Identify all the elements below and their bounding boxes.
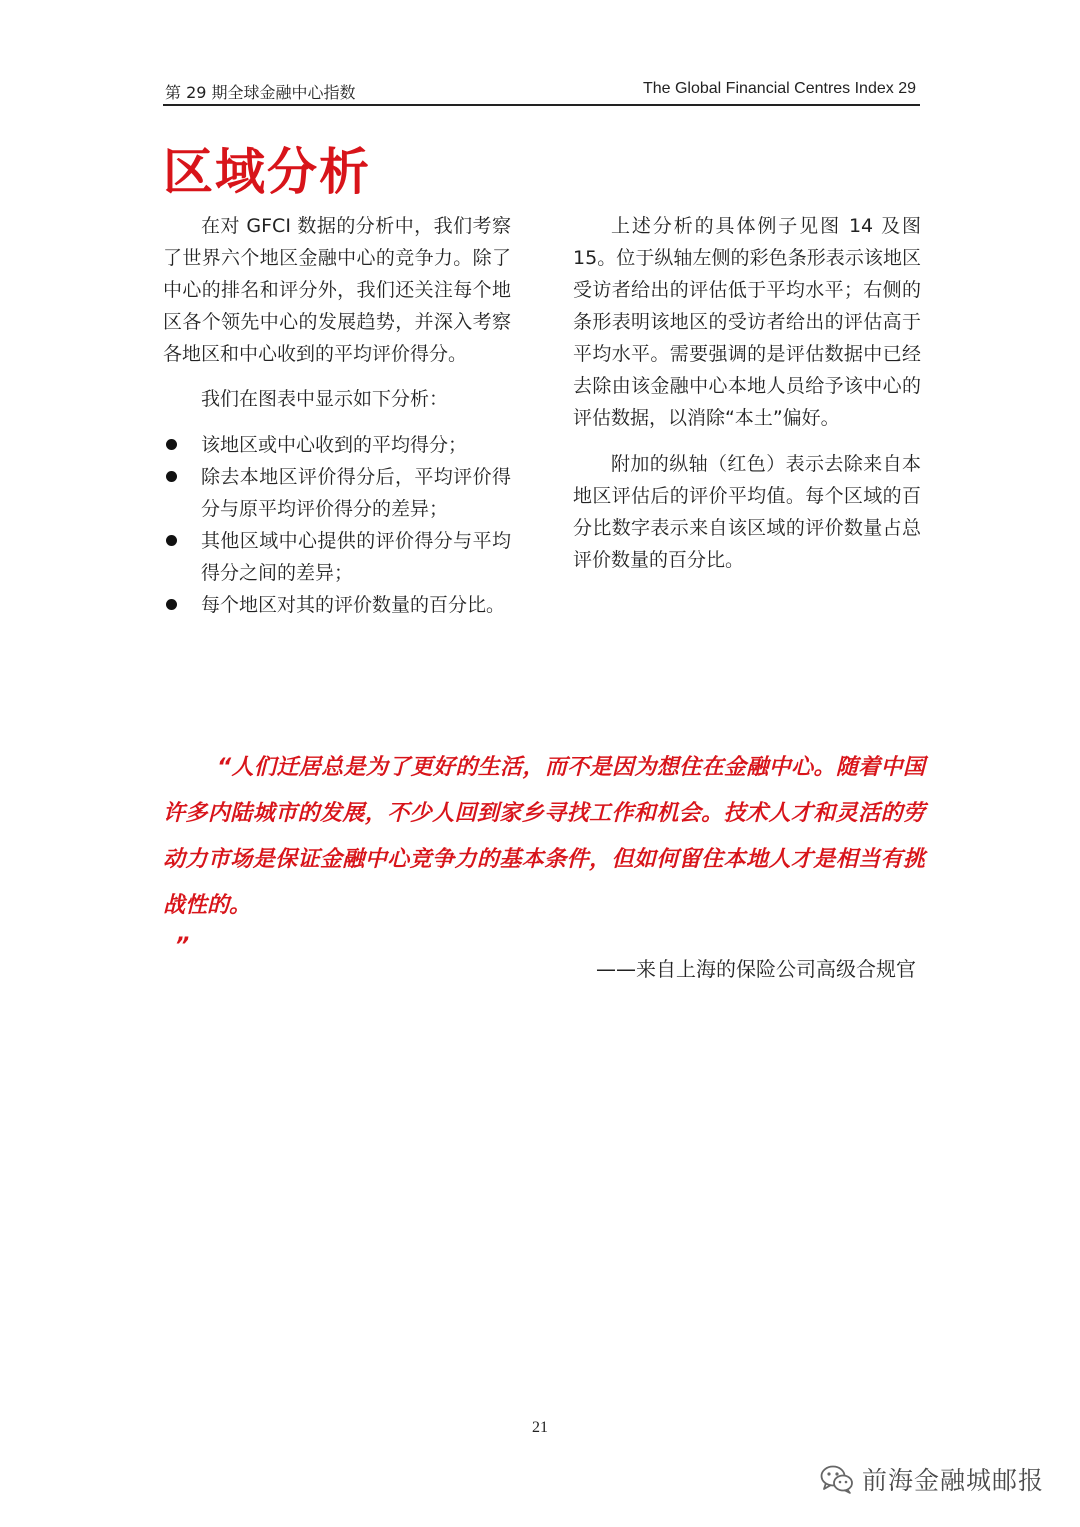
watermark bbox=[820, 1461, 1044, 1497]
quote-attribution: ——来自上海的保险公司高级合规官 bbox=[596, 957, 916, 981]
bullet-icon bbox=[166, 535, 177, 546]
figure-explanation-paragraph: 上述分析的具体例子见图 14 及图 15。位于纵轴左侧的彩色条形表示该地区受访者给出的评估低于平均水平；右侧的条形表明该地区的受访者给出的评估高于平均水平。需要强调的是评估数据中已经去除由该金融中心本地人员给予该中心的评估数据，以消除“本土”偏好。 bbox=[573, 215, 921, 429]
right-column bbox=[573, 210, 921, 576]
page-header bbox=[163, 80, 920, 106]
header-report-title-cn: 第 29 期全球金融中心指数 bbox=[165, 83, 356, 102]
red-axis-paragraph: 附加的纵轴（红色）表示去除来自本地区评估后的评价平均值。每个区域的百分比数字表示来自该区域的评价数量占总评价数量的百分比。 bbox=[573, 453, 921, 571]
list-item bbox=[163, 525, 511, 589]
list-item-text: 其他区域中心提供的评价得分与平均得分之间的差异； bbox=[201, 530, 511, 584]
analysis-lead-paragraph: 我们在图表中显示如下分析： bbox=[201, 388, 449, 410]
list-item bbox=[163, 429, 511, 461]
bullet-icon bbox=[166, 471, 177, 482]
wechat-icon bbox=[820, 1464, 854, 1494]
list-item-text: 除去本地区评价得分后，平均评价得分与原平均评价得分的差异； bbox=[201, 466, 511, 520]
intro-paragraph: 在对 GFCI 数据的分析中，我们考察了世界六个地区金融中心的竞争力。除了中心的排名和评分外，我们还关注每个地区各个领先中心的发展趋势，并深入考察各地区和中心收到的平均评价得分。 bbox=[163, 215, 511, 365]
pull-quote bbox=[163, 745, 925, 965]
list-item bbox=[163, 461, 511, 525]
list-item bbox=[163, 589, 511, 621]
header-report-title-en: The Global Financial Centres Index 29 bbox=[642, 80, 916, 97]
page-number: 21 bbox=[532, 1419, 548, 1436]
pull-quote-text: “人们迁居总是为了更好的生活，而不是因为想住在金融中心。随着中国许多内陆城市的发展，不少人回到家乡寻找工作和机会。技术人才和灵活的劳动力市场是保证金融中心竞争力的基本条件，但如何留住本地人才是相当有挑战性的。 bbox=[163, 755, 925, 918]
list-item-text: 该地区或中心收到的平均得分； bbox=[201, 434, 468, 456]
left-column bbox=[163, 210, 511, 621]
watermark-text: 前海金融城邮报 bbox=[861, 1466, 1044, 1495]
list-item-text: 每个地区对其的评价数量的百分比。 bbox=[201, 594, 506, 616]
bullet-icon bbox=[166, 439, 177, 450]
section-title: 区域分析 bbox=[163, 143, 371, 201]
pull-quote-closing-mark: ” bbox=[175, 934, 190, 959]
analysis-bullet-list bbox=[163, 429, 511, 621]
bullet-icon bbox=[166, 599, 177, 610]
